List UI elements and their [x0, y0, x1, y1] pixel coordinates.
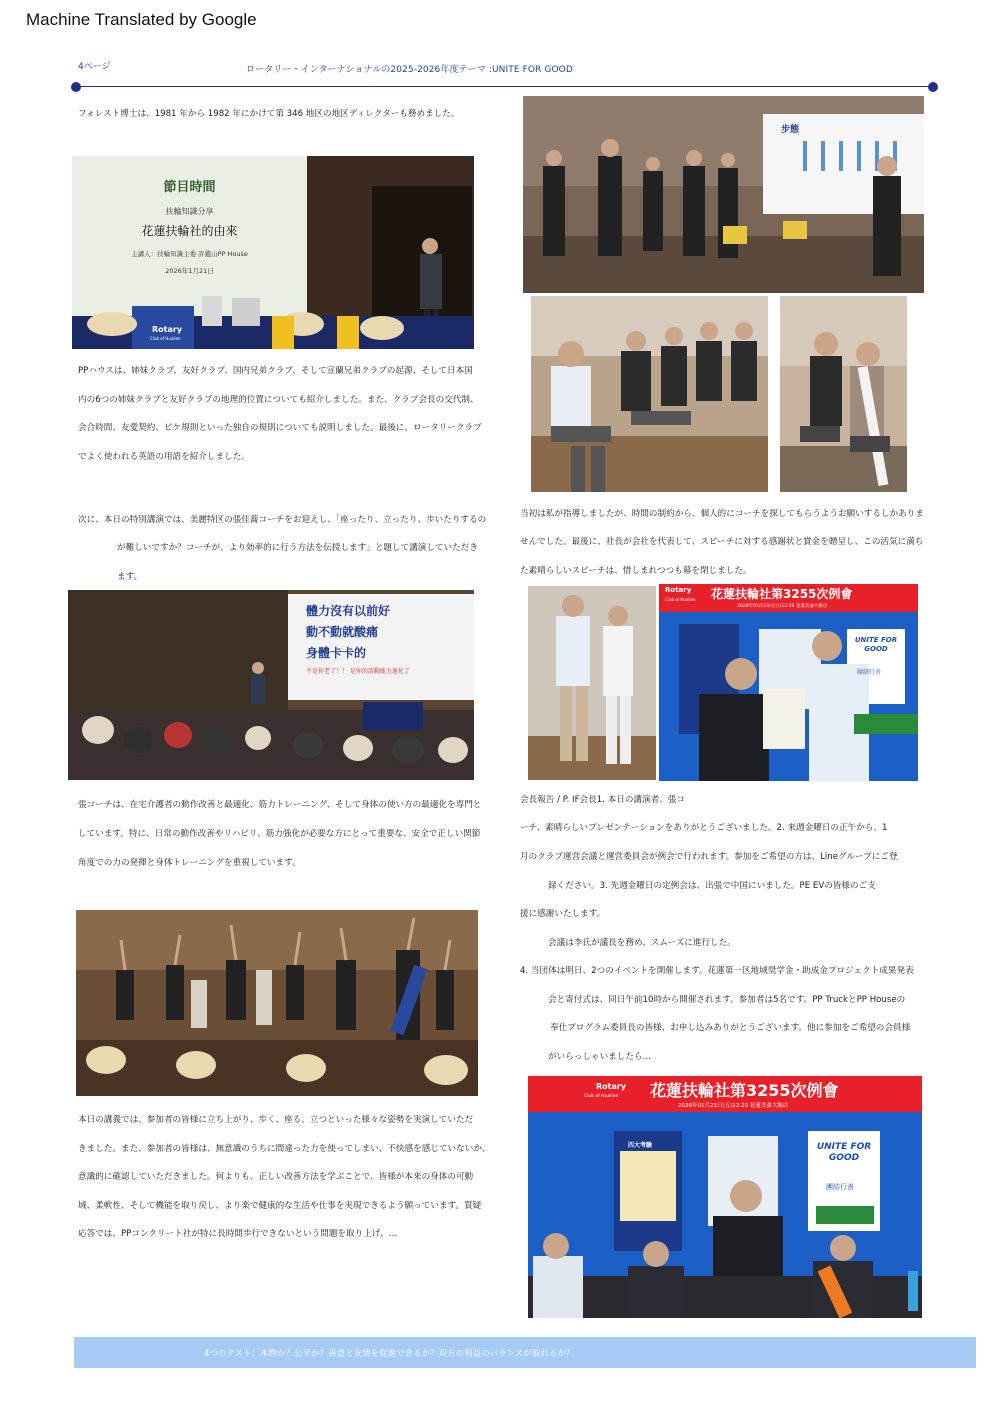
photo-lecture-slide — [68, 590, 474, 780]
paragraph-session-2: きました。また、参加者の皆様は、無意識のうちに間違った力を使ってしまい、不快感を感じていないか、 — [78, 1144, 491, 1154]
photo-seated-exercise-group — [531, 296, 768, 492]
award-banner-subtitle: 2026年01月23日(五)12:20 花蓮美侖大飯店 — [737, 604, 828, 609]
president-report-3: 月のクラブ運営会議と運営委員会が例会で行われます。参加をご希望の方は、Lineグループにご登 — [520, 852, 898, 862]
rotary-banner-sub: Club of Hualien — [150, 336, 181, 341]
photo-certificate-presentation — [659, 584, 918, 781]
meeting-unite-for-good: UNITE FOR GOOD — [816, 1142, 872, 1163]
four-way-test-text: 4つのテスト：本物か？公平か？善意と友情を促進できるか？双方の利益のバランスが取れるか？ — [204, 1349, 575, 1359]
slide-line-4: 不是你老了！！ 是你的活動能力退化了 — [306, 668, 410, 675]
slide-date: 2026年1月21日 — [165, 267, 214, 275]
paragraph-coach-1: 張コーチは、在宅介護者の動作改善と最適化、筋力トレーニング、そして身体の使い方の最適化を専門と — [78, 800, 482, 810]
president-report-1: 会長報告 / P. IF会長1. 本日の講演者、張コ — [520, 795, 685, 805]
paragraph-lecture-3: ます。 — [117, 572, 143, 582]
paragraph-coach-award-3: た素晴らしいスピーチは、惜しまれつつも幕を閉じました。 — [520, 566, 752, 576]
paragraph-coach-3: 角度での力の発揮と身体トレーニングを重視しています。 — [78, 858, 301, 868]
gait-slide-title: 步態 — [781, 125, 800, 135]
paragraph-coach-award-1: 当初は私が指導しましたが、時間の制約から、個人的にコーチを探してもらうようお願いするしかありま — [520, 509, 924, 519]
slide-line-3: 身體卡卡的 — [306, 646, 367, 660]
photo-gait-demonstration — [523, 96, 924, 293]
meeting-unite-sub: 團結行善 — [826, 1183, 854, 1191]
photo-knowledge-sharing — [72, 156, 474, 349]
paragraph-session-4: 域、柔軟性、そして機能を取り戻し、より楽で健康的な生活や仕事を実現できるよう願っています。質疑 — [78, 1201, 482, 1211]
paragraph-forest: フォレスト博士は、1981 年から 1982 年にかけて第 346 地区の地区ディレクターも務めました。 — [78, 109, 460, 119]
photo-audience-exercise — [76, 910, 478, 1096]
paragraph-lecture-1: 次に、本日の特別講演では、美麗特区の張佳蕎コーチをお迎えし、「座ったり、立ったり、歩いたりするの — [78, 515, 487, 525]
meeting-banner-title: 花蓮扶輪社第3255次例會 — [650, 1081, 839, 1100]
award-banner-club: Club of Hualien — [665, 597, 696, 602]
slide-main-topic: 花蓮扶輪社的由來 — [141, 224, 238, 238]
paragraph-lecture-2: が難しいですか？コーチが、より効率的に行う方法を伝授します」と題して講演していただき — [117, 543, 478, 553]
slide-presenter: 主講人：扶輪知識主委 許鑑山PP House — [131, 250, 248, 258]
header-rule — [75, 86, 933, 87]
award-unite-sub: 團結行善 — [857, 669, 882, 676]
slide-line-2: 動不動就酸痛 — [306, 625, 379, 639]
president-report-5: 援に感謝いたします。 — [520, 909, 606, 919]
paragraph-pp-house-4: でよく使われる英語の用語を紹介しました。 — [78, 452, 250, 462]
slide-subtitle: 扶輪知識分享 — [165, 207, 214, 216]
award-banner-rotary: Rotary — [665, 586, 692, 594]
president-report-9: 奉仕プログラム委員長の皆様、お申し込みありがとうございます。他に参加をご希望の会員様 — [550, 1023, 911, 1033]
president-report-10: がいらっしゃいましたら… — [548, 1052, 652, 1062]
rule-dot-left — [71, 82, 81, 92]
president-report-7: 4. 当団体は明日、2つのイベントを開催します。花蓮第一区地域奨学金・助成金プロジェクト成果発表 — [520, 966, 914, 976]
four-way-test-footer — [74, 1337, 976, 1368]
award-banner-title: 花蓮扶輪社第3255次例會 — [711, 587, 853, 601]
rule-dot-right — [928, 82, 938, 92]
rotary-theme-header: ロータリー・インターナショナルの2025-2026年度テーマ :UNITE FOR GOOD — [246, 65, 573, 75]
photo-coach-standing — [528, 586, 656, 780]
slide-title: 節目時間 — [163, 180, 216, 195]
photo-president-speaking — [528, 1076, 922, 1318]
president-report-6: 会議は李氏が議長を務め、スムーズに進行した。 — [548, 938, 736, 948]
paragraph-session-5: 応答では、PPコンクリート社が特に長時間歩行できないという問題を取り上げ、… — [78, 1229, 398, 1239]
president-report-4: 録ください。3. 先週金曜日の定例会は、出張で中国にいました。PE EVの皆様のご支 — [548, 881, 876, 891]
paragraph-pp-house-1: PPハウスは、姉妹クラブ、友好クラブ、国内兄弟クラブ、そして宣蘭兄弟クラブの起源、そして日本国 — [78, 366, 473, 376]
meeting-banner-club: Club of Hualien — [584, 1094, 619, 1099]
rotary-banner-label: Rotary — [152, 325, 183, 334]
paragraph-pp-house-3: 会合時間、友愛契約、ピケ規則といった独自の規則についても説明しました。最後に、ロータリークラブ — [78, 423, 482, 433]
photo-seated-exercise-pair — [780, 296, 907, 492]
machine-translated-label: Machine Translated by Google — [26, 10, 257, 29]
award-unite-for-good: UNITE FOR GOOD — [854, 636, 898, 653]
paragraph-coach-award-2: せんでした。最後に、社長が会社を代表して、スピーチに対する感謝状と賞金を贈呈し、この活気に満ち — [520, 537, 924, 547]
paragraph-coach-2: しています。特に、日常の動作改善やリハビリ、筋力強化が必要な方にとって重要な、安全で正しい関節 — [78, 829, 481, 839]
slide-line-1: 體力沒有以前好 — [306, 604, 391, 618]
page-number: 4ページ — [78, 62, 111, 72]
paragraph-pp-house-2: 内の6つの姉妹クラブと友好クラブの地理的位置についても紹介しました。また、クラブ会長の交代制、 — [78, 395, 479, 405]
president-report-2: ーチ、素晴らしいプレゼンテーションをありがとうございました。2. 来週金曜日の正午から、1 — [520, 823, 888, 833]
president-report-8: 会と寄付式は、同日午前10時から開催されます。参加者は5名です。PP TruckとPP Houseの — [548, 995, 906, 1005]
paragraph-session-3: 意識的に確認していただきました。何よりも、正しい改善方法を学ぶことで、皆様が本来の身体の可動 — [78, 1172, 474, 1182]
meeting-banner-subtitle: 2026年01月23日(五)12:20 花蓮美侖大飯店 — [678, 1103, 789, 1109]
meeting-banner-rotary: Rotary — [596, 1082, 627, 1091]
paragraph-session-1: 本日の講義では、参加者の皆様に立ち上がり、歩く、座る、立つといった様々な姿勢を実演していただ — [78, 1115, 474, 1125]
meeting-panel-four-tests: 四大考驗 — [628, 1142, 653, 1149]
